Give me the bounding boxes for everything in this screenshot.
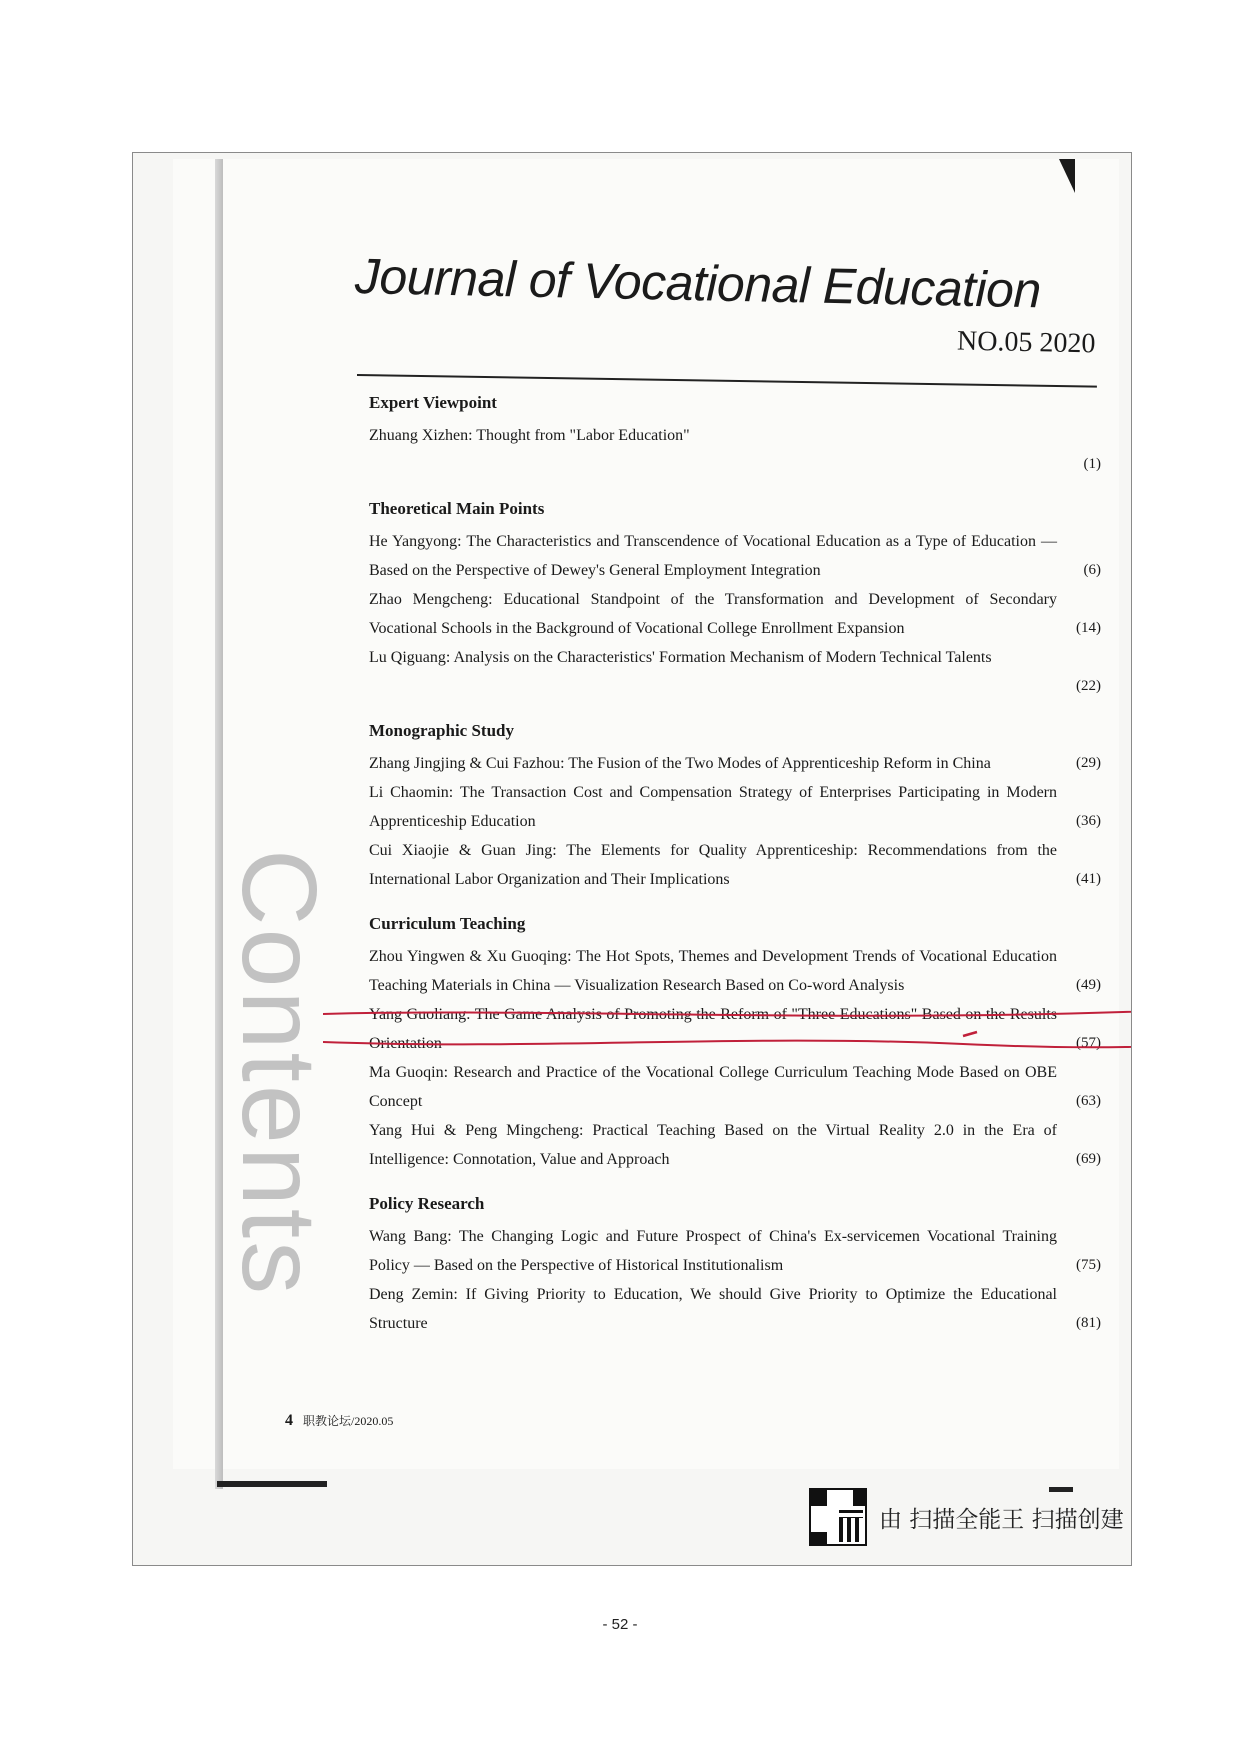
document-page-number: - 52 -	[602, 1616, 638, 1633]
section-title: Theoretical Main Points	[369, 499, 545, 518]
entry-text: Ma Guoqin: Research and Practice of the Vocational College Curriculum Teaching Mode Based on OBE Concept	[369, 1064, 1057, 1110]
page-corner-mark	[217, 1481, 327, 1487]
entry-text: He Yangyong: The Characteristics and Transcendence of Vocational Education as a Type of Education — Based on the Perspective of Dewey's General Employment Integration	[369, 533, 1057, 579]
toc-section	[369, 393, 1101, 479]
entry-text: Yang Guoliang: The Game Analysis of Promoting the Reform of "Three Educations" Based on the Results Orientation	[369, 1006, 1057, 1052]
entry-page: (57)	[1076, 1035, 1101, 1051]
entry-text: Wang Bang: The Changing Logic and Future Prospect of China's Ex-servicemen Vocational Training Policy — Based on the Perspective of Historical Institutionalism	[369, 1228, 1057, 1274]
toc-entry	[369, 1280, 1101, 1338]
toc-section	[369, 499, 1101, 701]
qr-code-icon	[809, 1488, 867, 1546]
contents-side-label: Contents	[220, 849, 338, 1298]
issue-number: NO.05 2020	[956, 325, 1096, 360]
toc-section	[369, 914, 1101, 1174]
toc-entry	[369, 1116, 1101, 1174]
toc-entry	[369, 942, 1101, 1000]
title-rule	[357, 374, 1097, 388]
page-footer	[285, 1412, 393, 1430]
section-title: Curriculum Teaching	[369, 914, 526, 933]
scanned-page	[132, 152, 1132, 1566]
entry-page: (36)	[1076, 813, 1101, 829]
entry-page: (29)	[1076, 755, 1101, 771]
scanner-text: 由 扫描全能王 扫描创建	[879, 1506, 1124, 1533]
toc-entry	[369, 836, 1101, 894]
entry-text: Lu Qiguang: Analysis on the Characteristics' Formation Mechanism of Modern Technical Talents	[369, 649, 992, 666]
entry-page: (41)	[1076, 871, 1101, 887]
entry-page: (63)	[1076, 1093, 1101, 1109]
entry-page: (81)	[1076, 1315, 1101, 1331]
entry-page: (14)	[1076, 620, 1101, 636]
table-of-contents	[369, 393, 1101, 1338]
toc-entry	[369, 749, 1101, 778]
entry-text: Zhuang Xizhen: Thought from "Labor Education"	[369, 427, 690, 444]
toc-section	[369, 1194, 1101, 1338]
entry-page: (1)	[1083, 456, 1101, 472]
entry-page: (6)	[1083, 562, 1101, 578]
toc-entry	[369, 585, 1101, 643]
toc-entry	[369, 778, 1101, 836]
toc-section	[369, 721, 1101, 894]
entry-page: (75)	[1076, 1257, 1101, 1273]
entry-text: Zhao Mengcheng: Educational Standpoint of the Transformation and Development of Secondary Vocational Schools in the Background of Vocational College Enrollment Expansion	[369, 591, 1057, 637]
entry-text: Deng Zemin: If Giving Priority to Education, We should Give Priority to Optimize the Educational Structure	[369, 1286, 1057, 1332]
section-title: Monographic Study	[369, 721, 514, 740]
toc-entry-highlighted	[369, 1058, 1101, 1116]
footer-page-number: 4	[285, 1412, 293, 1429]
entry-text: Li Chaomin: The Transaction Cost and Compensation Strategy of Enterprises Participating in Modern Apprenticeship Education	[369, 784, 1057, 830]
footer-source: 职教论坛/2020.05	[303, 1414, 394, 1428]
toc-entry	[369, 643, 1101, 701]
scanner-watermark	[809, 1488, 1124, 1546]
toc-entry	[369, 421, 1101, 479]
entry-text: Cui Xiaojie & Guan Jing: The Elements for Quality Apprenticeship: Recommendations from the International Labor Organization and Their Implications	[369, 842, 1057, 888]
entry-page: (22)	[1076, 678, 1101, 694]
toc-entry	[369, 527, 1101, 585]
entry-page: (49)	[1076, 977, 1101, 993]
journal-title: Journal of Vocational Education	[354, 248, 1042, 319]
journal-page	[173, 159, 1119, 1469]
entry-text: Zhang Jingjing & Cui Fazhou: The Fusion of the Two Modes of Apprenticeship Reform in China	[369, 755, 991, 772]
entry-text: Yang Hui & Peng Mingcheng: Practical Teaching Based on the Virtual Reality 2.0 in the Era of Intelligence: Connotation, Value and Approach	[369, 1122, 1057, 1168]
toc-entry	[369, 1222, 1101, 1280]
section-title: Expert Viewpoint	[369, 393, 497, 412]
entry-page: (69)	[1076, 1151, 1101, 1167]
entry-text: Zhou Yingwen & Xu Guoqing: The Hot Spots, Themes and Development Trends of Vocational Education Teaching Materials in China — Visualization Research Based on Co-word Analysis	[369, 948, 1057, 994]
page-corner-mark	[1059, 159, 1075, 193]
section-title: Policy Research	[369, 1194, 485, 1213]
toc-entry	[369, 1000, 1101, 1058]
